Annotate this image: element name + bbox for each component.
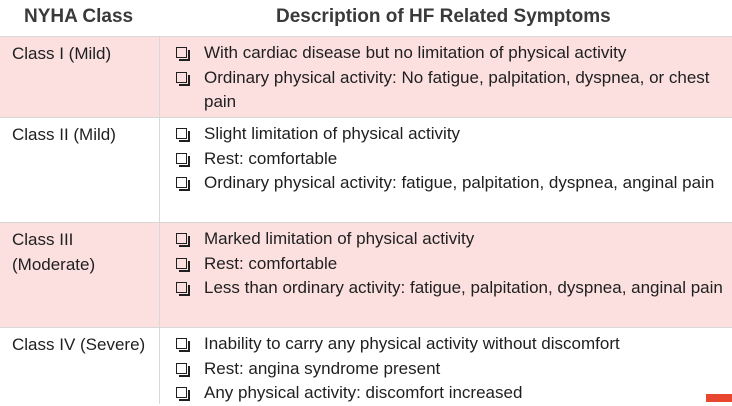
class-label: Class I (Mild) [0,37,160,117]
list-item-text: Slight limitation of physical activity [204,124,461,143]
checkbox-icon [176,47,187,58]
checkbox-icon [176,177,187,188]
list-item-text: Rest: comfortable [204,253,338,273]
checkbox-icon [176,387,187,398]
header-nyha-class: NYHA Class [24,6,134,27]
header-description: Description of HF Related Symptoms [276,6,611,27]
checkbox-icon [176,128,187,139]
list-item [160,66,732,115]
list-item-text: Inability to carry any physical activity without discomfort [204,334,620,353]
list-item [160,171,732,196]
class-label: Class II (Mild) [0,118,160,222]
checkbox-icon [176,282,187,293]
table-header [0,0,732,36]
symptom-list [160,37,732,117]
list-item [160,227,732,252]
checkbox-icon [176,72,187,83]
list-item [160,357,732,382]
list-item-text: Marked limitation of physical activity [204,229,475,248]
list-item [160,41,732,66]
list-item-text: With cardiac disease but no limitation of physical activity [204,43,627,62]
checkbox-icon [176,338,187,349]
list-item [160,332,732,357]
class-label: Class IV (Severe) [0,328,160,404]
table-row-class-4 [0,327,732,404]
list-item-text: Any physical activity: discomfort increased [204,383,523,402]
list-item-text: Less than ordinary activity: fatigue, palpitation, dyspnea, anginal pain [204,278,723,297]
checkbox-icon [176,153,187,164]
table-row-class-1 [0,36,732,117]
list-item [160,147,732,172]
list-item [160,122,732,147]
checkbox-icon [176,233,187,244]
list-item-text: Rest: comfortable [204,148,338,168]
list-item [160,276,732,301]
list-item [160,252,732,277]
list-item-text: Ordinary physical activity: fatigue, palpitation, dyspnea, anginal pain [204,173,715,192]
checkbox-icon [176,258,187,269]
list-item-text: Ordinary physical activity: No fatigue, palpitation, dyspnea, or chest pain [204,67,710,111]
accent-bar [706,394,732,402]
table-row-class-3 [0,222,732,327]
symptom-list [160,328,732,404]
list-item-text: Rest: angina syndrome present [204,358,441,378]
symptom-list [160,223,732,327]
class-label: Class III (Moderate) [0,223,160,327]
checkbox-icon [176,363,187,374]
symptom-list [160,118,732,222]
table-row-class-2 [0,117,732,222]
